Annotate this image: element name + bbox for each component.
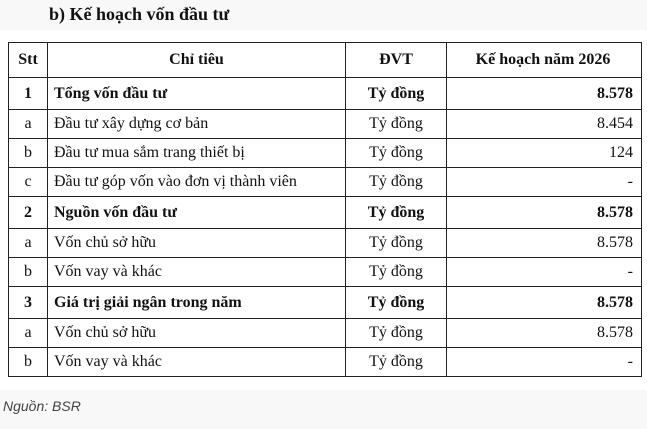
table-header-row bbox=[9, 43, 642, 78]
row-indicator: Vốn chủ sở hữu bbox=[48, 229, 346, 258]
row-value: 8.578 bbox=[447, 319, 642, 348]
row-stt: c bbox=[9, 168, 48, 197]
row-unit: Tỷ đồng bbox=[346, 258, 447, 287]
row-value: 8.454 bbox=[447, 110, 642, 139]
row-value: 8.578 bbox=[447, 287, 642, 319]
row-unit: Tỷ đồng bbox=[346, 287, 447, 319]
header-stt: Stt bbox=[9, 43, 48, 78]
row-value: 8.578 bbox=[447, 197, 642, 229]
row-unit: Tỷ đồng bbox=[346, 110, 447, 139]
row-unit: Tỷ đồng bbox=[346, 197, 447, 229]
row-unit: Tỷ đồng bbox=[346, 168, 447, 197]
row-value: - bbox=[447, 168, 642, 197]
row-value: - bbox=[447, 348, 642, 377]
row-indicator: Vốn vay và khác bbox=[48, 258, 346, 287]
section-title: b) Kế hoạch vốn đầu tư bbox=[49, 4, 230, 24]
row-indicator: Đầu tư xây dựng cơ bản bbox=[48, 110, 346, 139]
row-indicator: Đầu tư góp vốn vào đơn vị thành viên bbox=[48, 168, 346, 197]
table-row bbox=[9, 287, 642, 319]
row-stt: b bbox=[9, 258, 48, 287]
source-note: Nguồn: BSR bbox=[3, 398, 81, 414]
row-stt: 3 bbox=[9, 287, 48, 319]
table-container bbox=[0, 30, 647, 390]
row-unit: Tỷ đồng bbox=[346, 319, 447, 348]
row-indicator: Vốn chủ sở hữu bbox=[48, 319, 346, 348]
row-stt: a bbox=[9, 110, 48, 139]
row-value: 124 bbox=[447, 139, 642, 168]
table-row bbox=[9, 78, 642, 110]
row-stt: 1 bbox=[9, 78, 48, 110]
table-row bbox=[9, 168, 642, 197]
investment-plan-table bbox=[8, 42, 642, 377]
row-indicator: Tổng vốn đầu tư bbox=[48, 78, 346, 110]
table-row bbox=[9, 110, 642, 139]
row-value: - bbox=[447, 258, 642, 287]
row-value: 8.578 bbox=[447, 229, 642, 258]
table-row bbox=[9, 197, 642, 229]
header-unit: ĐVT bbox=[346, 43, 447, 78]
row-stt: a bbox=[9, 319, 48, 348]
row-indicator: Giá trị giải ngân trong năm bbox=[48, 287, 346, 319]
row-indicator: Đầu tư mua sắm trang thiết bị bbox=[48, 139, 346, 168]
row-indicator: Vốn vay và khác bbox=[48, 348, 346, 377]
header-plan-2026: Kế hoạch năm 2026 bbox=[447, 43, 642, 78]
row-unit: Tỷ đồng bbox=[346, 229, 447, 258]
row-stt: b bbox=[9, 139, 48, 168]
row-unit: Tỷ đồng bbox=[346, 348, 447, 377]
table-row bbox=[9, 258, 642, 287]
row-stt: a bbox=[9, 229, 48, 258]
row-value: 8.578 bbox=[447, 78, 642, 110]
table-row bbox=[9, 229, 642, 258]
row-stt: 2 bbox=[9, 197, 48, 229]
row-unit: Tỷ đồng bbox=[346, 139, 447, 168]
row-indicator: Nguồn vốn đầu tư bbox=[48, 197, 346, 229]
table-row bbox=[9, 348, 642, 377]
row-stt: b bbox=[9, 348, 48, 377]
table-row bbox=[9, 319, 642, 348]
row-unit: Tỷ đồng bbox=[346, 78, 447, 110]
table-row bbox=[9, 139, 642, 168]
header-indicator: Chỉ tiêu bbox=[48, 43, 346, 78]
